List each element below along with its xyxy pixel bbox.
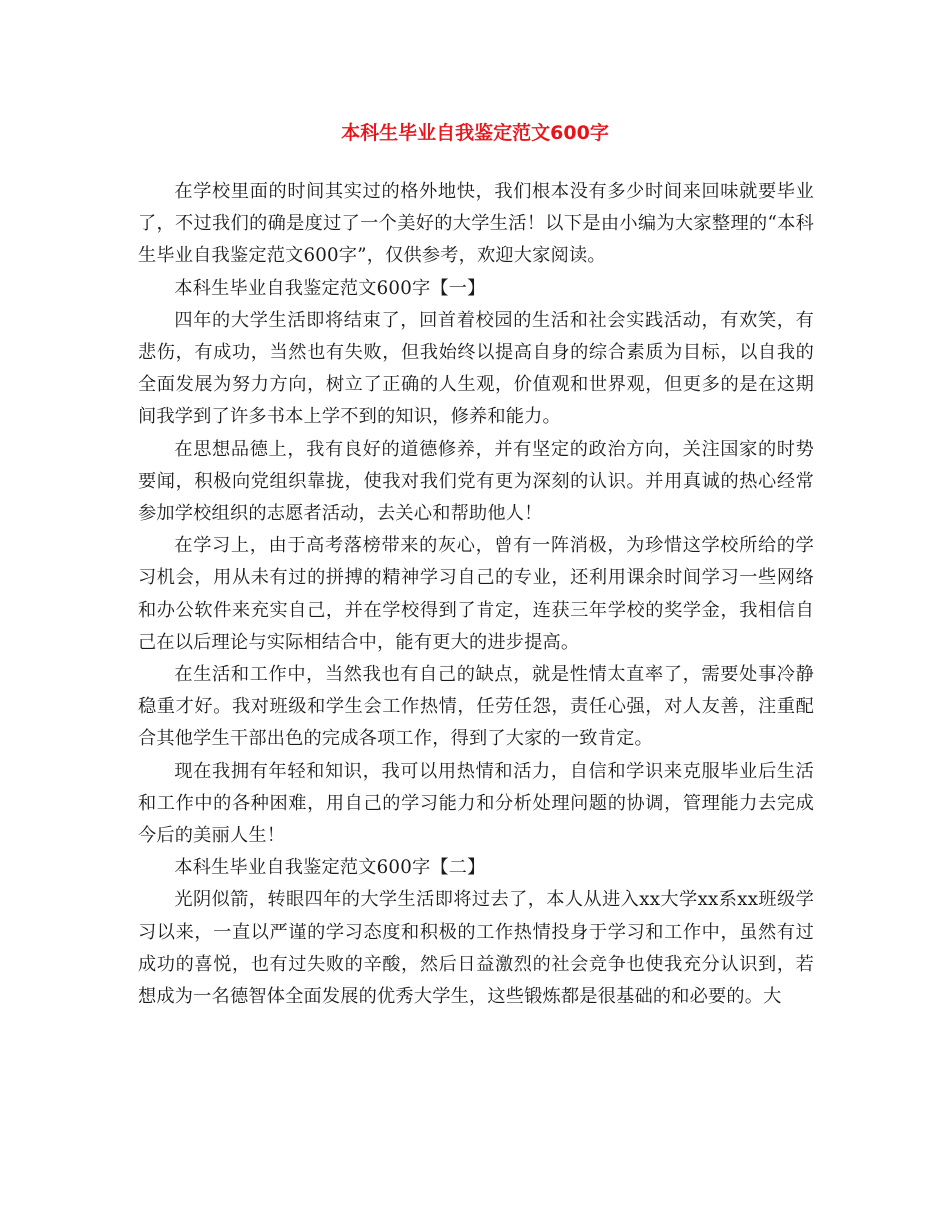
document-body: [138, 176, 814, 1013]
body-paragraph: 光阴似箭，转眼四年的大学生活即将过去了，本人从进入xx大学xx系xx班级学习以来，一直以严谨的学习态度和积极的工作热情投身于学习和工作中，虽然有过成功的喜悦，也有过失败的辛酸，然后日益激烈的社会竞争也使我充分认识到，若想成为一名德智体全面发展的优秀大学生，这些锻炼都是很基础的和必要的。大: [138, 889, 814, 1008]
section-heading-one: 本科生毕业自我鉴定范文600字【一】: [174, 277, 486, 299]
document-title: 本科生毕业自我鉴定范文600字: [341, 122, 609, 144]
body-paragraph: 现在我拥有年轻和知识，我可以用热情和活力，自信和学识来克服毕业后生活和工作中的各种困难，用自己的学习能力和分析处理问题的协调，管理能力去完成今后的美丽人生！: [138, 760, 814, 847]
section-heading-two: 本科生毕业自我鉴定范文600字【二】: [174, 857, 486, 879]
intro-paragraph: 在学校里面的时间其实过的格外地快，我们根本没有多少时间来回味就要毕业了，不过我们的确是度过了一个美好的大学生活！以下是由小编为大家整理的“本科生毕业自我鉴定范文600字”，仅供参考，欢迎大家阅读。: [138, 181, 814, 267]
body-paragraph: 在思想品德上，我有良好的道德修养，并有坚定的政治方向，关注国家的时势要闻，积极向党组织靠拢，使我对我们党有更为深刻的认识。并用真诚的热心经常参加学校组织的志愿者活动，去关心和帮助他人！: [138, 438, 814, 525]
body-paragraph: 四年的大学生活即将结束了，回首着校园的生活和社会实践活动，有欢笑，有悲伤，有成功，当然也有失败，但我始终以提高自身的综合素质为目标，以自我的全面发展为努力方向，树立了正确的人生观，价值观和世界观，但更多的是在这期间我学到了许多书本上学不到的知识，修养和能力。: [138, 309, 814, 428]
body-paragraph: 在生活和工作中，当然我也有自己的缺点，就是性情太直率了，需要处事冷静稳重才好。我对班级和学生会工作热情，任劳任怨，责任心强，对人友善，注重配合其他学生干部出色的完成各项工作，得到了大家的一致肯定。: [138, 664, 814, 750]
body-paragraph: 在学习上，由于高考落榜带来的灰心，曾有一阵消极，为珍惜这学校所给的学习机会，用从未有过的拼搏的精神学习自己的专业，还利用课余时间学习一些网络和办公软件来充实自己，并在学校得到了肯定，连获三年学校的奖学金，我相信自己在以后理论与实际相结合中，能有更大的进步提高。: [138, 535, 814, 653]
